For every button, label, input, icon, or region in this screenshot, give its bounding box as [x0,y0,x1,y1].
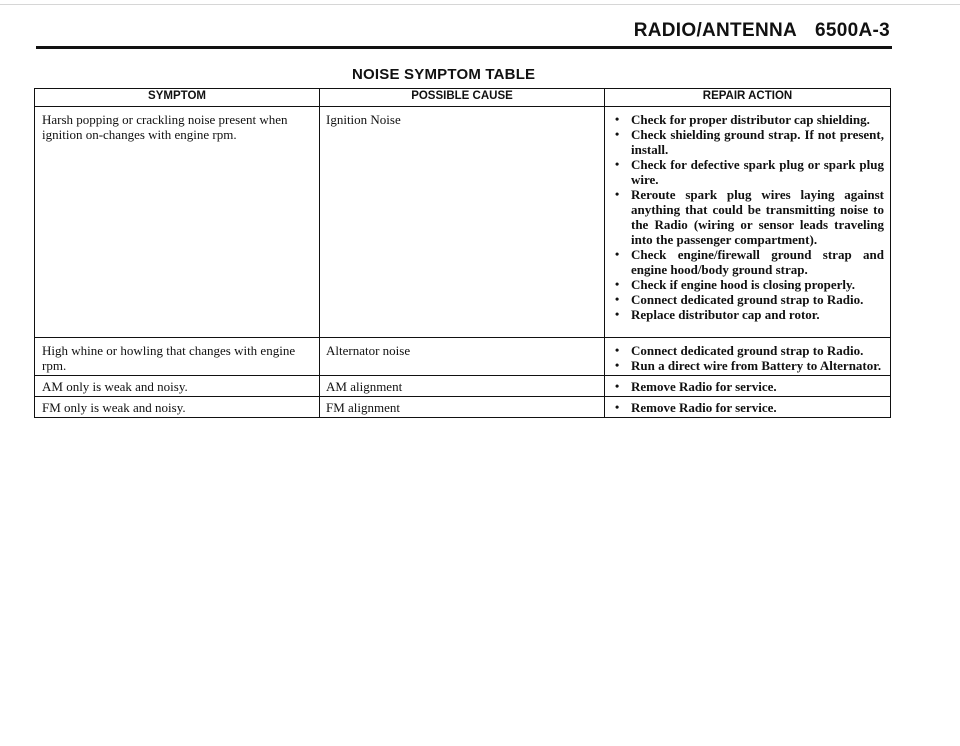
section-title: RADIO/ANTENNA [633,20,798,41]
page-top-edge-line [0,4,960,5]
repair-action-item: • Connect dedicated ground strap to Radio. [611,343,884,358]
repair-action-item: • Replace distributor cap and rotor. [611,307,884,322]
noise-symptom-table [34,88,891,418]
repair-action-cell [605,397,891,418]
symptom-cell: High whine or howling that changes with engine rpm. [35,338,320,376]
column-header-possible-cause: POSSIBLE CAUSE [320,89,605,107]
repair-action-list [611,343,884,373]
repair-action-item: • Check for defective spark plug or spark plug wire. [611,157,884,187]
repair-action-list [611,379,884,394]
table-row [35,338,891,376]
repair-action-cell [605,107,891,338]
repair-action-item: • Reroute spark plug wires laying against anything that could be transmitting noise to the Radio (wiring or sensor leads traveling into the passenger compartment). [611,187,884,247]
repair-action-cell [605,338,891,376]
repair-action-list [611,112,884,322]
repair-action-item: • Connect dedicated ground strap to Radio. [611,292,884,307]
repair-action-item: • Remove Radio for service. [611,379,884,394]
page-code: 6500A-3 [815,20,890,41]
cause-cell: FM alignment [320,397,605,418]
cause-cell: AM alignment [320,376,605,397]
table-header-row [35,89,891,107]
repair-action-cell [605,376,891,397]
cause-cell: Alternator noise [320,338,605,376]
repair-action-item: • Check shielding ground strap. If not present, install. [611,127,884,157]
table-row [35,397,891,418]
column-header-symptom: SYMPTOM [35,89,320,107]
page-header [634,20,890,42]
symptom-cell: AM only is weak and noisy. [35,376,320,397]
cause-cell: Ignition Noise [320,107,605,338]
repair-action-item: • Run a direct wire from Battery to Alternator. [611,358,884,373]
repair-action-item: • Remove Radio for service. [611,400,884,415]
repair-action-item: • Check if engine hood is closing properly. [611,277,884,292]
table-title: NOISE SYMPTOM TABLE [352,66,536,83]
noise-symptom-table-container [34,88,890,418]
header-rule [36,46,892,49]
symptom-cell: Harsh popping or crackling noise present when ignition on-changes with engine rpm. [35,107,320,338]
table-row [35,107,891,338]
repair-action-list [611,400,884,415]
repair-action-item: • Check for proper distributor cap shielding. [611,112,884,127]
repair-action-item: • Check engine/firewall ground strap and engine hood/body ground strap. [611,247,884,277]
table-row [35,376,891,397]
column-header-repair-action: REPAIR ACTION [605,89,891,107]
symptom-cell: FM only is weak and noisy. [35,397,320,418]
